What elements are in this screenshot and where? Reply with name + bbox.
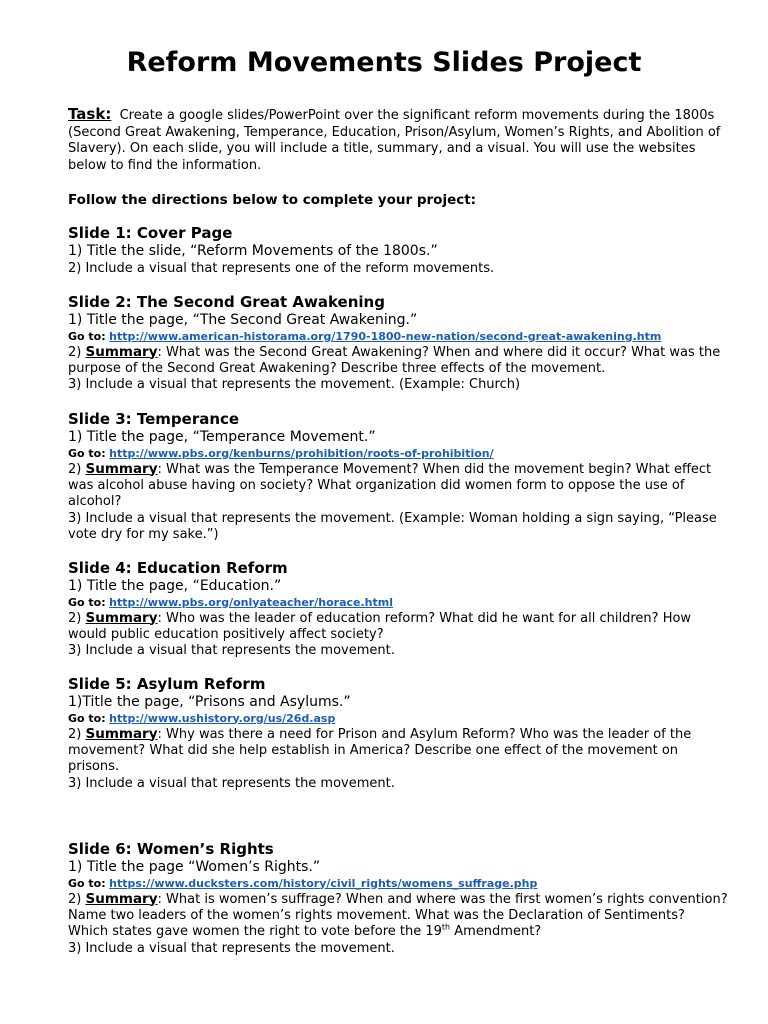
slide-1-heading: Slide 1: Cover Page <box>68 224 233 242</box>
slide-3-step-3: 3) Include a visual that represents the movement. (Example: Woman holding a sign saying, “Please vote dry for my sake.”) <box>68 510 717 543</box>
summary-prefix: 2) <box>68 461 86 477</box>
slide-3-summary-text: : What was the Temperance Movement? When did the movement begin? What effect was alcohol abuse having on society? What organization did women form to oppose the use of alcohol? <box>68 461 712 510</box>
slide-5-summary <box>68 726 728 776</box>
slide-4-step-3: 3) Include a visual that represents the movement. <box>68 643 395 659</box>
slide-5-summary-text: : Why was there a need for Prison and Asylum Reform? Who was the leader of the movement? What did she help establish in America? Describe one effect of the movement on prisons. <box>68 726 692 775</box>
slide-4-step-1: 1) Title the page, “Education.” <box>68 578 282 594</box>
slide-5-step-3: 3) Include a visual that represents the movement. <box>68 775 395 791</box>
goto-label: Go to: <box>68 876 106 890</box>
slide-4-goto <box>68 596 728 610</box>
summary-label: Summary <box>85 725 158 742</box>
slide-6-step-1: 1) Title the page “Women’s Rights.” <box>68 859 321 875</box>
slide-3-step-1: 1) Title the page, “Temperance Movement.” <box>68 429 376 445</box>
slide-6-section <box>68 840 728 957</box>
slide-4-link[interactable]: http://www.pbs.org/onlyateacher/horace.html <box>109 595 393 609</box>
slide-2-summary <box>68 344 728 378</box>
slide-5-goto <box>68 712 728 726</box>
slide-6-heading: Slide 6: Women’s Rights <box>68 840 274 858</box>
summary-label: Summary <box>85 460 158 477</box>
superscript-th: th <box>441 922 451 932</box>
slide-5-step-1: 1)Title the page, “Prisons and Asylums.” <box>68 694 351 710</box>
slide-5-link[interactable]: http://www.ushistory.org/us/26d.asp <box>109 711 336 725</box>
slide-4-heading: Slide 4: Education Reform <box>68 559 288 577</box>
summary-prefix: 2) <box>68 344 86 360</box>
slide-1-step-2: 2) Include a visual that represents one of the reform movements. <box>68 260 495 276</box>
goto-label: Go to: <box>68 711 106 725</box>
slide-5-heading: Slide 5: Asylum Reform <box>68 675 266 693</box>
slide-4-summary <box>68 610 728 644</box>
slide-2-heading: Slide 2: The Second Great Awakening <box>68 293 385 311</box>
task-label: Task: <box>68 105 112 123</box>
slide-1-step-1: 1) Title the slide, “Reform Movements of the 1800s.” <box>68 243 438 259</box>
slide-6-summary-text: : What is women’s suffrage? When and where was the first women’s rights convention? Name two leaders of the women’s rights movement. What was the Declaration of Sentiments? Which states gave women the right to vote before the 19 <box>68 891 728 940</box>
slide-6-goto <box>68 877 728 891</box>
summary-label: Summary <box>85 609 158 626</box>
slide-2-goto <box>68 330 728 344</box>
page-title: Reform Movements Slides Project <box>126 47 642 78</box>
slide-6-link[interactable]: https://www.ducksters.com/history/civil_rights/womens_suffrage.php <box>109 876 538 890</box>
slide-2-step-1: 1) Title the page, “The Second Great Awakening.” <box>68 312 418 328</box>
slide-6-summary-end: Amendment? <box>450 924 542 940</box>
slide-5-section <box>68 675 728 792</box>
slide-3-goto <box>68 447 728 461</box>
slide-4-summary-text: : Who was the leader of education reform? What did he want for all children? How would public education positively affect society? <box>68 610 692 642</box>
slide-6-step-3: 3) Include a visual that represents the movement. <box>68 940 395 956</box>
slide-3-link[interactable]: http://www.pbs.org/kenburns/prohibition/roots-of-prohibition/ <box>109 446 494 460</box>
summary-prefix: 2) <box>68 726 86 742</box>
task-text: Create a google slides/PowerPoint over the significant reform movements during the 1800s (Second Great Awakening, Temperance, Education, Prison/Asylum, Women’s Rights, and Abolition of Slavery). On each slide, you will include a title, summary, and a visual. You will use the websites below to find the information. <box>68 108 721 173</box>
slide-3-heading: Slide 3: Temperance <box>68 410 240 428</box>
slide-2-link[interactable]: http://www.american-historama.org/1790-1800-new-nation/second-great-awakening.htm <box>109 329 662 343</box>
directions-heading: Follow the directions below to complete your project: <box>68 192 477 208</box>
slide-1-section <box>68 224 728 277</box>
slide-3-section <box>68 410 728 544</box>
slide-2-section <box>68 293 728 394</box>
slide-2-step-3: 3) Include a visual that represents the movement. (Example: Church) <box>68 377 521 393</box>
slide-6-summary <box>68 891 728 941</box>
summary-prefix: 2) <box>68 891 86 907</box>
summary-prefix: 2) <box>68 610 86 626</box>
goto-label: Go to: <box>68 446 106 460</box>
slide-3-summary <box>68 461 728 511</box>
slide-2-summary-text: : What was the Second Great Awakening? When and where did it occur? What was the purpose of the Second Great Awakening? Describe three effects of the movement. <box>68 344 721 376</box>
goto-label: Go to: <box>68 595 106 609</box>
slide-4-section <box>68 559 728 660</box>
summary-label: Summary <box>85 890 158 907</box>
task-paragraph <box>68 106 728 174</box>
goto-label: Go to: <box>68 329 106 343</box>
summary-label: Summary <box>85 343 158 360</box>
